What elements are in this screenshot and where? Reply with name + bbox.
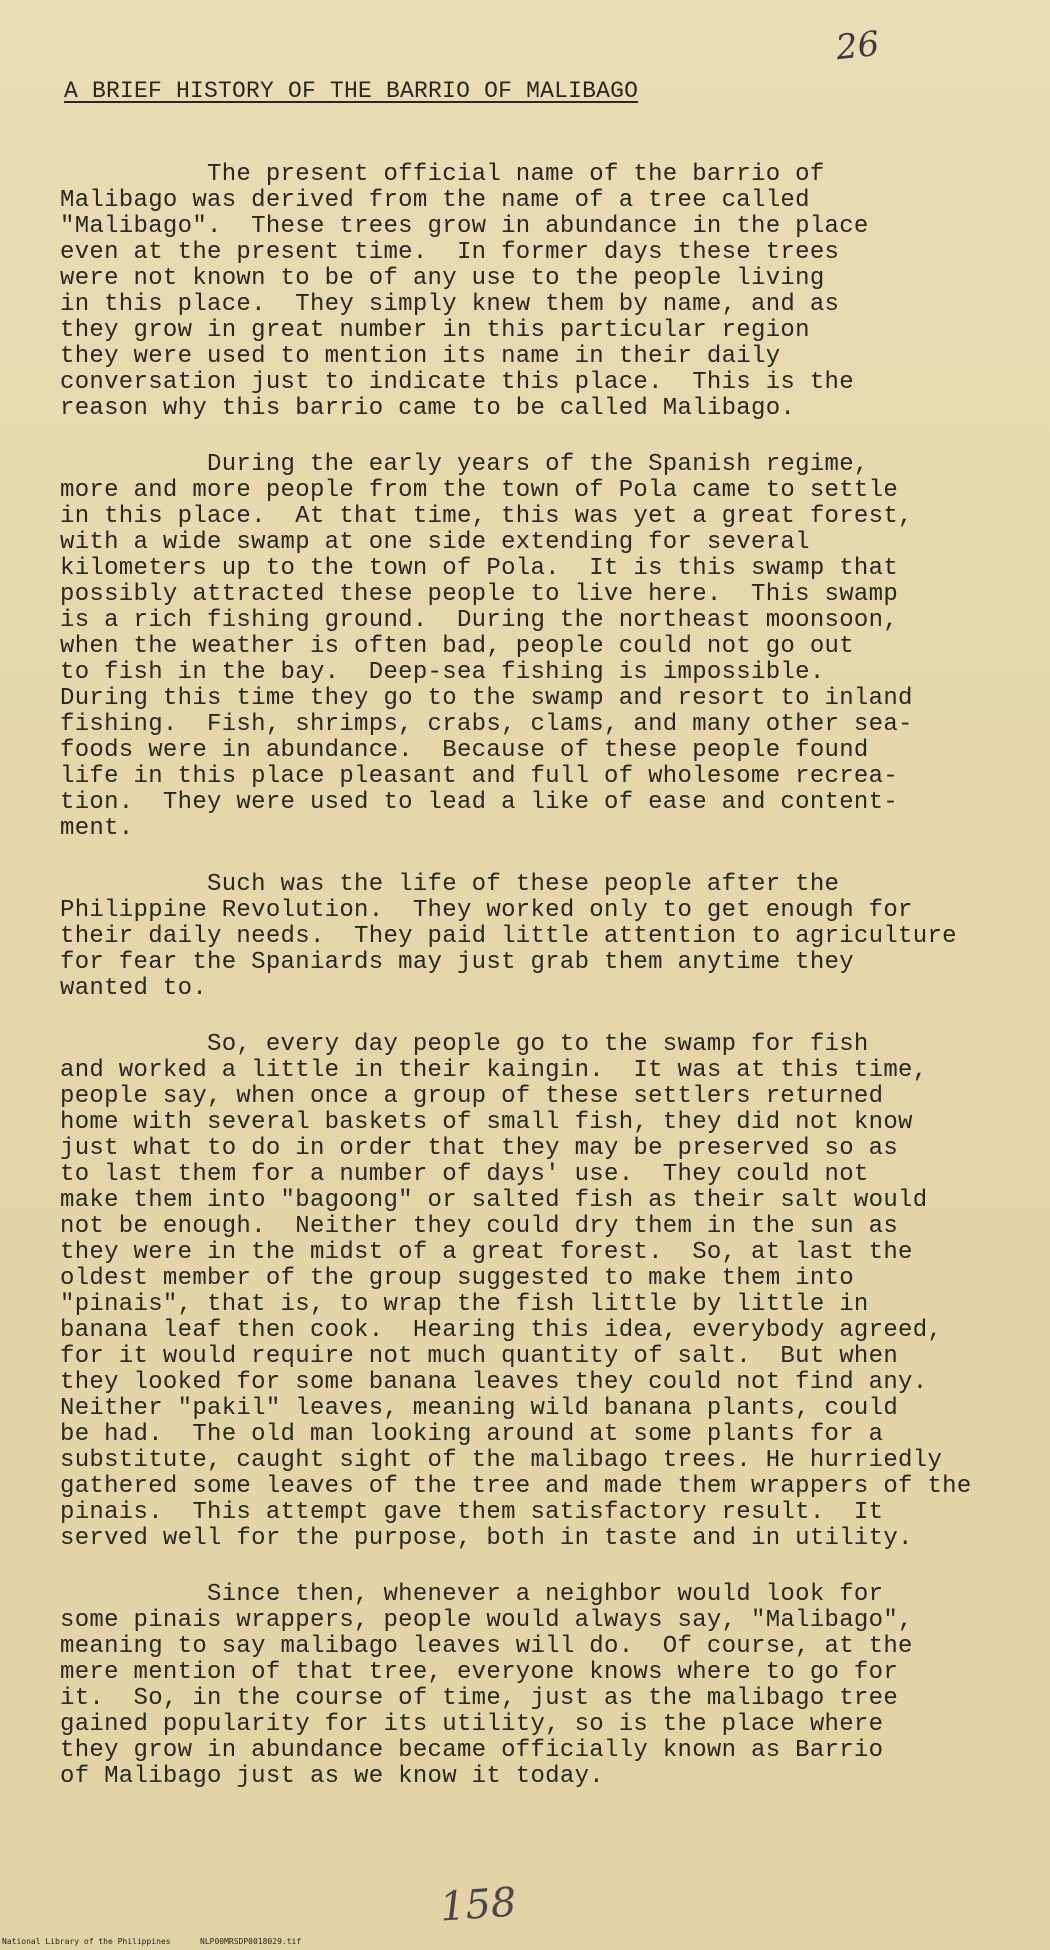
text-line: they were in the midst of a great forest. So, at last the [60, 1239, 913, 1266]
document-title: A BRIEF HISTORY OF THE BARRIO OF MALIBAGO [64, 78, 639, 104]
paragraph [60, 162, 1020, 422]
text-line: fishing. Fish, shrimps, crabs, clams, and many other sea- [60, 711, 913, 738]
text-line: they looked for some banana leaves they could not find any. [60, 1369, 928, 1396]
text-line: banana leaf then cook. Hearing this idea, everybody agreed, [60, 1317, 943, 1344]
text-line: they were used to mention its name in their daily [60, 343, 781, 370]
text-line: served well for the purpose, both in taste and in utility. [60, 1525, 913, 1552]
text-line: even at the present time. In former days these trees [60, 239, 840, 266]
text-line: more and more people from the town of Pola came to settle [60, 477, 899, 504]
paragraph [60, 452, 1020, 842]
text-line: substitute, caught sight of the malibago trees. He hurriedly [60, 1447, 943, 1474]
text-line: Neither "pakil" leaves, meaning wild banana plants, could [60, 1395, 899, 1422]
text-line: The present official name of the barrio of [60, 161, 825, 188]
text-line: make them into "bagoong" or salted fish as their salt would [60, 1187, 928, 1214]
text-line: they grow in great number in this particular region [60, 317, 810, 344]
text-line: Philippine Revolution. They worked only to get enough for [60, 897, 913, 924]
text-line: to fish in the bay. Deep-sea fishing is impossible. [60, 659, 825, 686]
text-line: were not known to be of any use to the people living [60, 265, 825, 292]
handwritten-page-number: 158 [438, 1879, 518, 1931]
text-line: foods were in abundance. Because of these people found [60, 737, 869, 764]
text-line: they grow in abundance became officially known as Barrio [60, 1737, 884, 1764]
paragraph [60, 872, 1020, 1002]
text-line: During the early years of the Spanish regime, [60, 451, 869, 478]
text-line: some pinais wrappers, people would always say, "Malibago", [60, 1607, 913, 1634]
text-line: gained popularity for its utility, so is the place where [60, 1711, 884, 1738]
text-line: gathered some leaves of the tree and made them wrappers of the [60, 1473, 972, 1500]
text-line: and worked a little in their kaingin. It was at this time, [60, 1057, 928, 1084]
text-line: Such was the life of these people after the [60, 871, 840, 898]
text-line: During this time they go to the swamp and resort to inland [60, 685, 913, 712]
text-line: pinais. This attempt gave them satisfactory result. It [60, 1499, 884, 1526]
text-line: to last them for a number of days' use. They could not [60, 1161, 869, 1188]
document-body [60, 162, 1020, 1820]
text-line: home with several baskets of small fish, they did not know [60, 1109, 913, 1136]
text-line: with a wide swamp at one side extending for several [60, 529, 810, 556]
text-line: reason why this barrio came to be called Malibago. [60, 395, 796, 422]
text-line: meaning to say malibago leaves will do. Of course, at the [60, 1633, 913, 1660]
text-line: tion. They were used to lead a like of ease and content- [60, 789, 899, 816]
footer-file-id: NLP00MRSDP0018029.tif [200, 1937, 302, 1946]
text-line: their daily needs. They paid little attention to agriculture [60, 923, 957, 950]
text-line: when the weather is often bad, people could not go out [60, 633, 854, 660]
text-line: just what to do in order that they may be preserved so as [60, 1135, 899, 1162]
text-line: So, every day people go to the swamp for fish [60, 1031, 869, 1058]
text-line: kilometers up to the town of Pola. It is this swamp that [60, 555, 899, 582]
text-line: be had. The old man looking around at some plants for a [60, 1421, 884, 1448]
text-line: possibly attracted these people to live here. This swamp [60, 581, 899, 608]
text-line: mere mention of that tree, everyone knows where to go for [60, 1659, 899, 1686]
text-line: Since then, whenever a neighbor would look for [60, 1581, 884, 1608]
text-line: oldest member of the group suggested to make them into [60, 1265, 854, 1292]
paragraph [60, 1582, 1020, 1790]
text-line: it. So, in the course of time, just as the malibago tree [60, 1685, 899, 1712]
paragraph [60, 1032, 1020, 1552]
handwritten-page-annotation: 26 [834, 23, 882, 69]
footer-library-name: National Library of the Philippines [2, 1937, 171, 1946]
text-line: for fear the Spaniards may just grab them anytime they [60, 949, 854, 976]
text-line: ment. [60, 815, 134, 842]
text-line: of Malibago just as we know it today. [60, 1763, 604, 1790]
text-line: is a rich fishing ground. During the northeast moonsoon, [60, 607, 899, 634]
text-line: conversation just to indicate this place. This is the [60, 369, 854, 396]
text-line: wanted to. [60, 975, 208, 1002]
text-line: Malibago was derived from the name of a tree called [60, 187, 810, 214]
text-line: in this place. At that time, this was yet a great forest, [60, 503, 913, 530]
text-line: life in this place pleasant and full of wholesome recrea- [60, 763, 899, 790]
text-line: "pinais", that is, to wrap the fish little by little in [60, 1291, 869, 1318]
text-line: "Malibago". These trees grow in abundance in the place [60, 213, 869, 240]
text-line: for it would require not much quantity of salt. But when [60, 1343, 899, 1370]
text-line: not be enough. Neither they could dry them in the sun as [60, 1213, 899, 1240]
text-line: people say, when once a group of these settlers returned [60, 1083, 884, 1110]
text-line: in this place. They simply knew them by name, and as [60, 291, 840, 318]
